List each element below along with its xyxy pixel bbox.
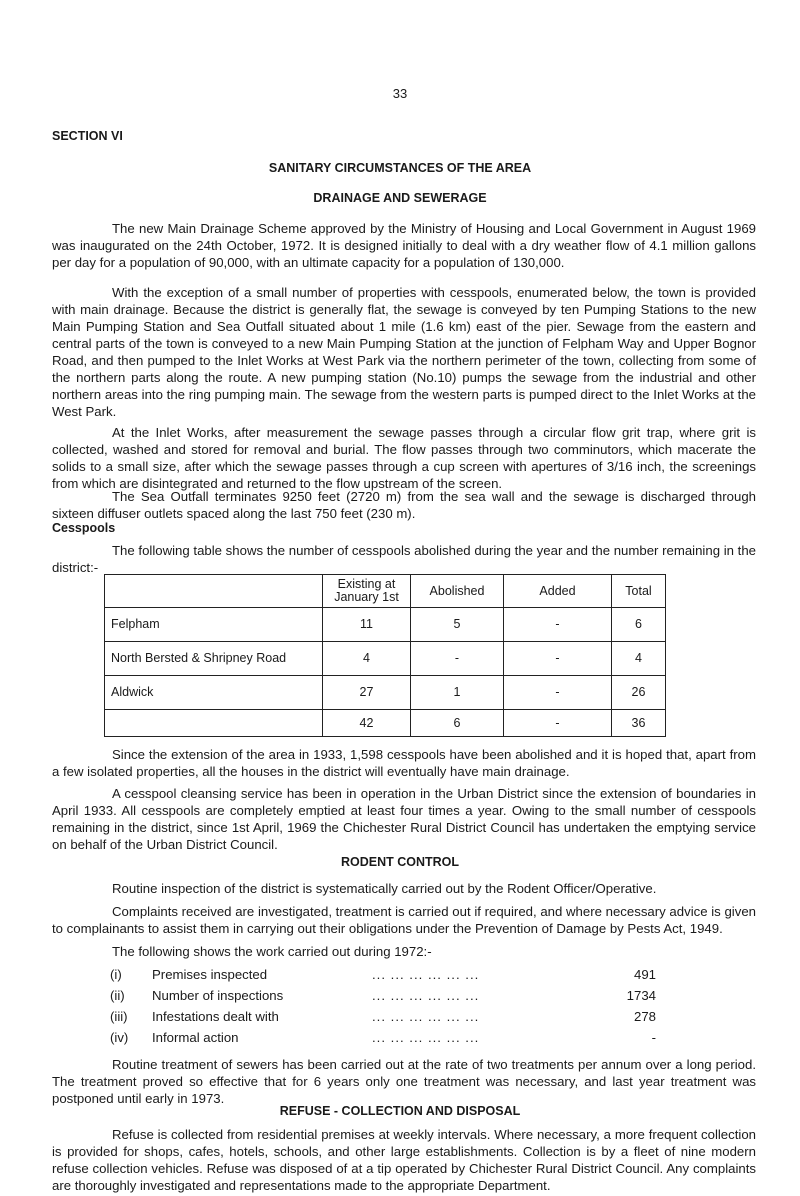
heading-sanitary: SANITARY CIRCUMSTANCES OF THE AREA — [268, 161, 532, 175]
paragraph-drainage-2: With the exception of a small number of properties with cesspools, enumerated below, the town is provided with main drainage. Because the district is generally flat, the sewage is conveyed by ten Pumping Stations to the new Main Pumping Station and Sea Outfall situated about 1 mile (1.6 km) east of the pier. Sewage from the eastern and central parts of the town is conveyed to a new Main Pumping Station at the junction of Felpham Way and Upper Bognor Road, and then pumped to the Inlet Works at West Park via the northern perimeter of the town, collecting from some of the northern parts along the route. A new pumping station (No.10) pumps the sewage from the industrial and other northern areas into the ring pumping main. The sewage from the western parts is pumped direct to the Inlet Works at the West Park. — [52, 285, 756, 419]
table-cell: 4 — [323, 642, 411, 676]
table-cell: 11 — [323, 608, 411, 642]
paragraph-rodent-2: Complaints received are investigated, treatment is carried out if required, and where necessary advice is given to complainants to assist them in carrying out their obligations under the Prevention of Damage by Pests Act, 1949. — [52, 904, 756, 936]
list-item — [110, 966, 670, 987]
table-row — [105, 642, 666, 676]
leader-dots: ... ... ... ... ... ... — [372, 1030, 480, 1045]
table-header-row — [105, 575, 666, 608]
table-cell: 26 — [612, 676, 666, 710]
paragraph-rodent-3: The following shows the work carried out during 1972:- — [112, 944, 432, 959]
paragraph-cesspools-intro: The following table shows the number of cesspools abolished during the year and the number remaining in the district:- — [52, 543, 756, 575]
paragraph-drainage-3: At the Inlet Works, after measurement the sewage passes through a circular flow grit trap, where grit is collected, washed and stored for removal and burial. The flow passes through two comminutors, which macerate the solids to a small size, after which the sewage passes through a cup screen with apertures of 3/16 inch, the screenings from which are disintegrated and returned to the flow upstream of the screen. — [52, 425, 756, 491]
table-cell: North Bersted & Shripney Road — [105, 642, 323, 676]
item-number: (ii) — [110, 988, 125, 1003]
section-label: SECTION VI — [52, 129, 123, 143]
table-cell — [105, 710, 323, 737]
paragraph-drainage-1: The new Main Drainage Scheme approved by the Ministry of Housing and Local Government in August 1969 was inaugurated on the 24th October, 1972. It is designed initially to deal with a dry weather flow of 4.1 million gallons per day for a population of 90,000, with an ultimate capacity for a population of 130,000. — [52, 221, 756, 270]
item-label: Infestations dealt with — [152, 1009, 279, 1024]
item-number: (i) — [110, 967, 122, 982]
table-cell: 1 — [411, 676, 504, 710]
heading-refuse: REFUSE - COLLECTION AND DISPOSAL — [279, 1104, 521, 1118]
leader-dots: ... ... ... ... ... ... — [372, 967, 480, 982]
paragraph-rodent-1: Routine inspection of the district is systematically carried out by the Rodent Officer/Operative. — [112, 881, 657, 896]
table-cell: 6 — [612, 608, 666, 642]
table-header-cell: Added — [504, 575, 612, 608]
table-cell: Aldwick — [105, 676, 323, 710]
table-cell: 36 — [612, 710, 666, 737]
list-item — [110, 987, 670, 1008]
table-cell: 42 — [323, 710, 411, 737]
table-header-cell: Abolished — [411, 575, 504, 608]
table-header-cell — [105, 575, 323, 608]
paragraph-drainage-4: The Sea Outfall terminates 9250 feet (2720 m) from the sea wall and the sewage is discharged through sixteen diffuser outlets spaced along the last 750 feet (230 m). — [52, 489, 756, 521]
table-total-row — [105, 710, 666, 737]
cesspools-table — [104, 574, 666, 737]
leader-dots: ... ... ... ... ... ... — [372, 988, 480, 1003]
table-row — [105, 608, 666, 642]
item-value: - — [651, 1030, 656, 1045]
work-list — [110, 966, 670, 1050]
item-number: (iii) — [110, 1009, 128, 1024]
page-number: 33 — [392, 86, 408, 101]
paragraph-cesspools-1: Since the extension of the area in 1933, 1,598 cesspools have been abolished and it is hoped that, apart from a few isolated properties, all the houses in the district will eventually have main drainage. — [52, 747, 756, 779]
table-cell: - — [504, 642, 612, 676]
table-header-cell: Existing at January 1st — [323, 575, 411, 608]
table-cell: 6 — [411, 710, 504, 737]
paragraph-cesspools-2: A cesspool cleansing service has been in operation in the Urban District since the extension of boundaries in April 1933. All cesspools are completely emptied at least four times a year. Owing to the small number of cesspools remaining in the district, since 1st April, 1969 the Chichester Rural District Council has undertaken the emptying service on behalf of the Urban District Council. — [52, 786, 756, 852]
table-cell: - — [504, 676, 612, 710]
heading-drainage: DRAINAGE AND SEWERAGE — [313, 191, 487, 205]
cesspools-heading: Cesspools — [52, 521, 116, 535]
table-cell: - — [504, 608, 612, 642]
item-number: (iv) — [110, 1030, 129, 1045]
table-row — [105, 676, 666, 710]
table-cell: - — [411, 642, 504, 676]
item-value: 1734 — [626, 988, 656, 1003]
paragraph-refuse: Refuse is collected from residential premises at weekly intervals. Where necessary, a more frequent collection is provided for shops, cafes, hotels, schools, and other large establishments. Collection is by a fleet of nine modern refuse collection vehicles. Refuse was disposed of at a tip operated by Chichester Rural District Council. Any complaints are thoroughly investigated and representations made to the appropriate Department. — [52, 1127, 756, 1193]
table-header-cell: Total — [612, 575, 666, 608]
table-cell: 5 — [411, 608, 504, 642]
table-cell: - — [504, 710, 612, 737]
item-value: 491 — [633, 967, 656, 982]
item-label: Number of inspections — [152, 988, 284, 1003]
list-item — [110, 1029, 670, 1050]
table-cell: 27 — [323, 676, 411, 710]
paragraph-rodent-4: Routine treatment of sewers has been carried out at the rate of two treatments per annum over a long period. The treatment proved so effective that for 6 years only one treatment was necessary, and last year treatment was postponed until early in 1973. — [52, 1057, 756, 1106]
list-item — [110, 1008, 670, 1029]
table-cell: Felpham — [105, 608, 323, 642]
item-value: 278 — [633, 1009, 656, 1024]
item-label: Premises inspected — [152, 967, 268, 982]
heading-rodent-control: RODENT CONTROL — [340, 855, 460, 869]
leader-dots: ... ... ... ... ... ... — [372, 1009, 480, 1024]
item-label: Informal action — [152, 1030, 239, 1045]
table-cell: 4 — [612, 642, 666, 676]
